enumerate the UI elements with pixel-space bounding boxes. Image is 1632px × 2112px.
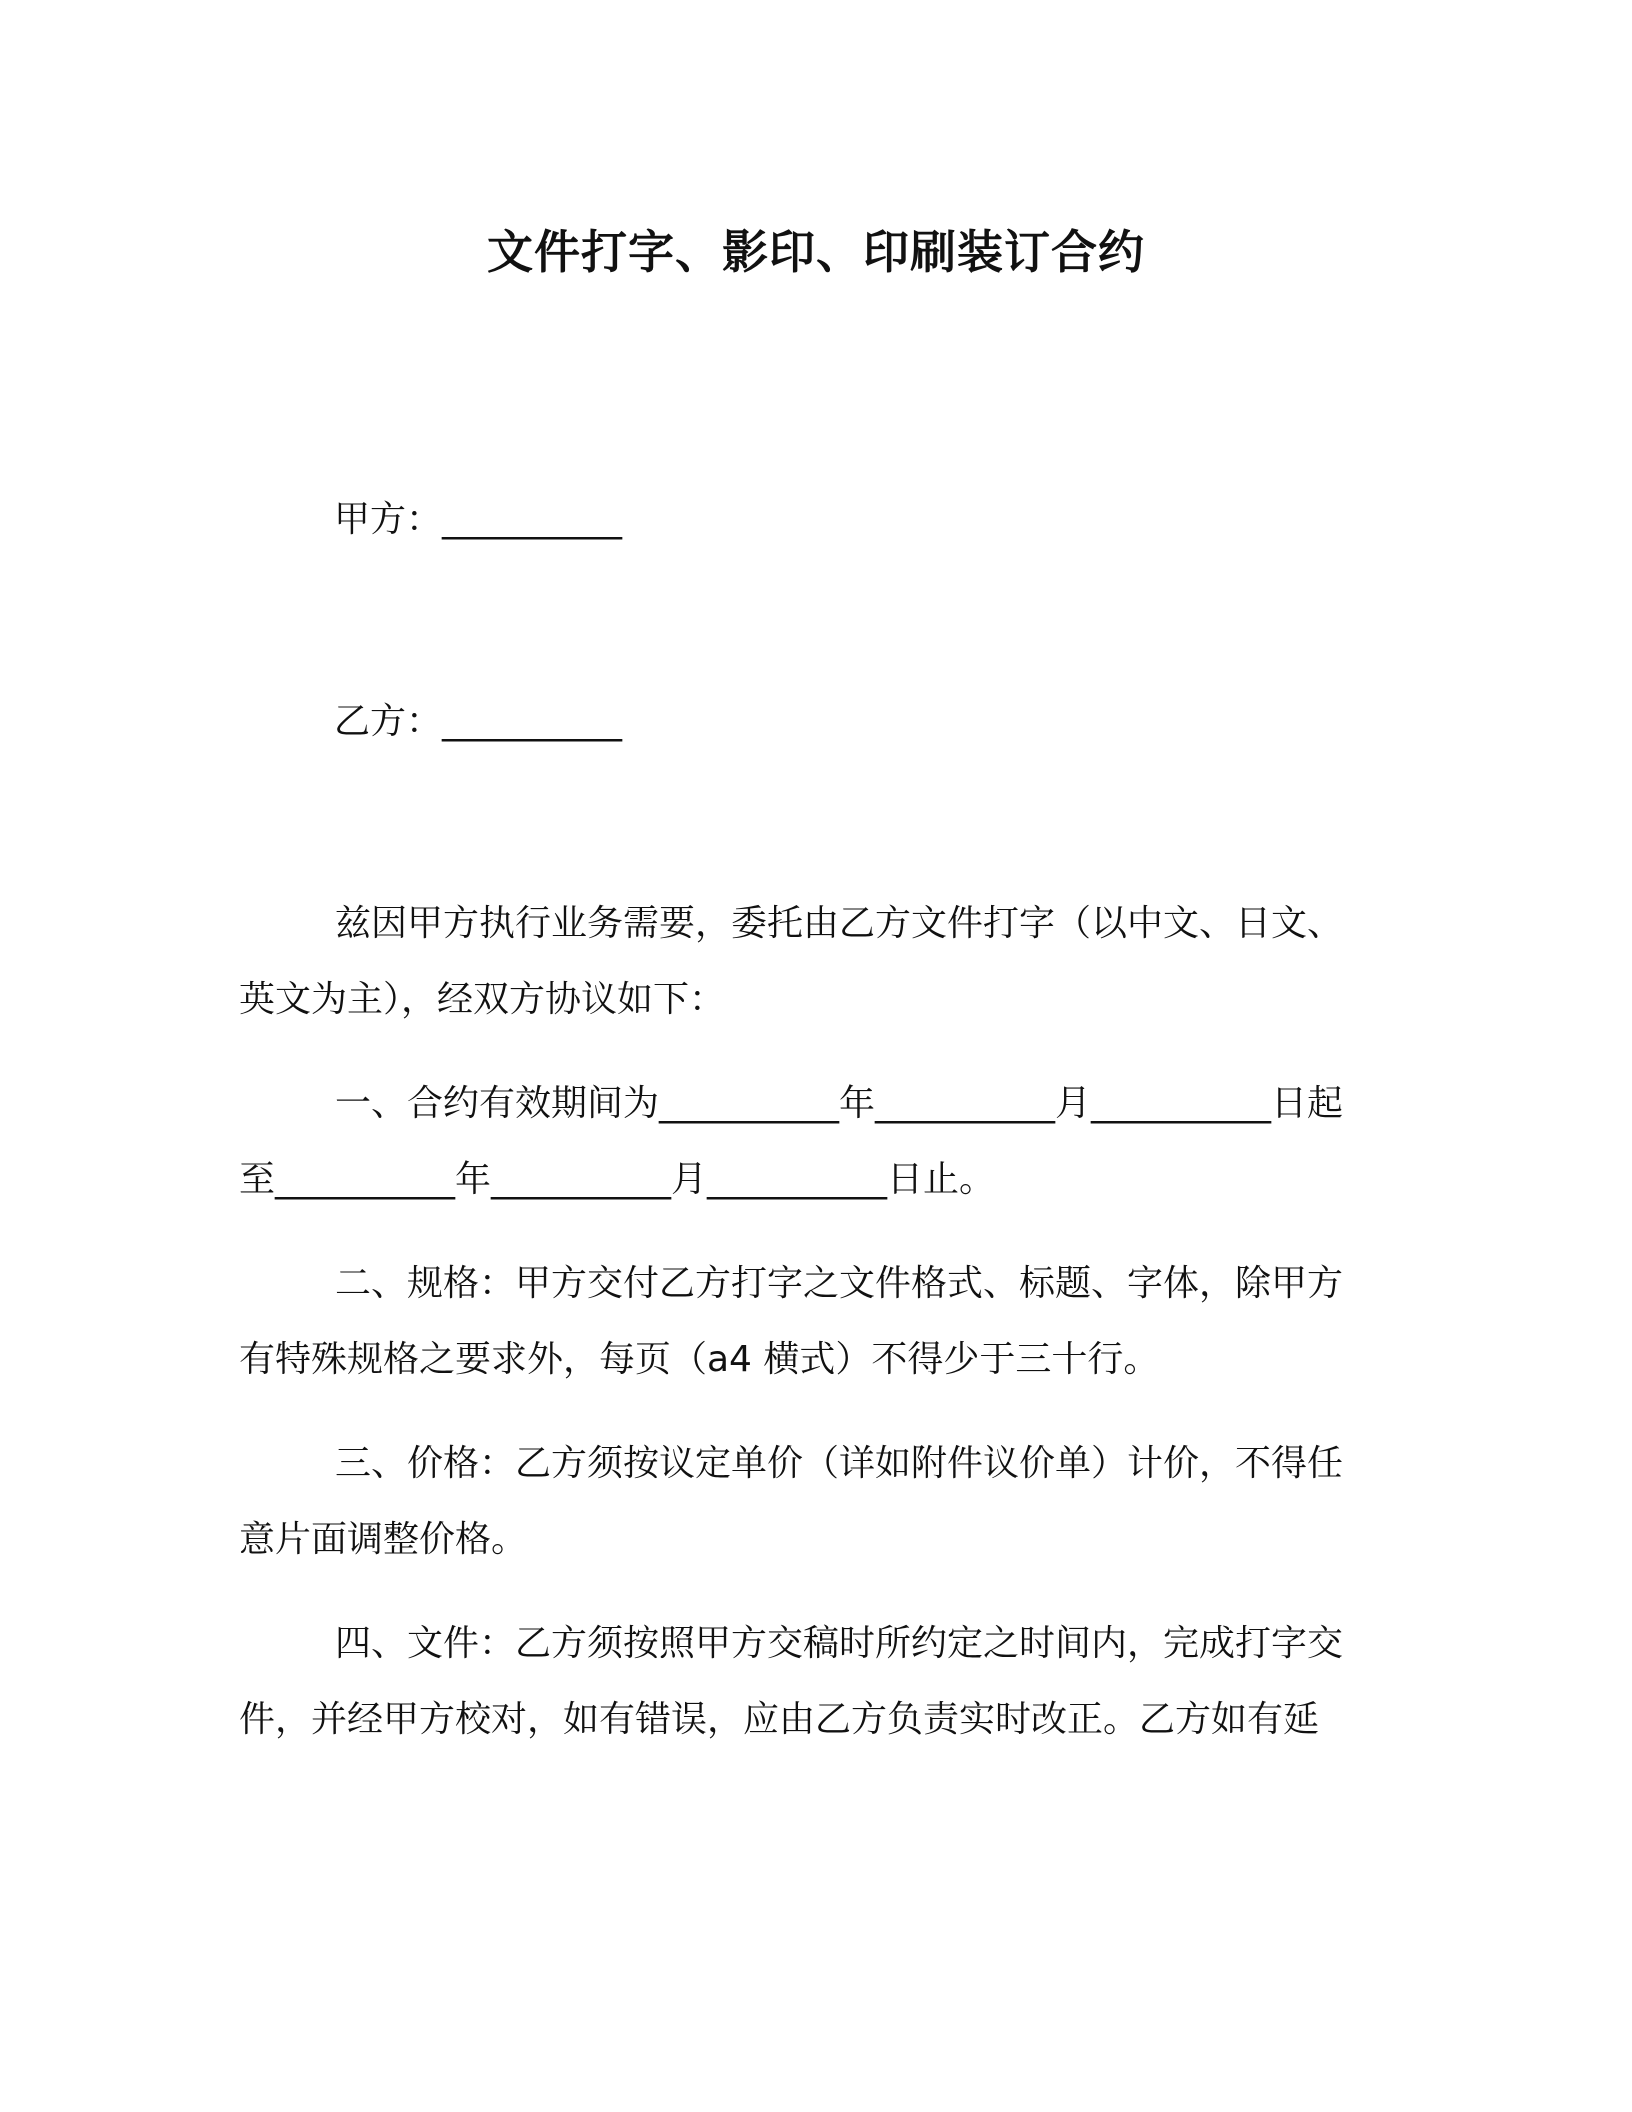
clause-4-paragraph bbox=[239, 1606, 1399, 1758]
clause-1-day-start-label: 日起 bbox=[1271, 1083, 1344, 1124]
clause-1-end-year-blank: __________ bbox=[275, 1159, 456, 1200]
clause-4-line-1: 四、文件：乙方须按照甲方交稿时所约定之时间内，完成打字交 bbox=[335, 1623, 1344, 1664]
clause-1-to-label: 至 bbox=[239, 1159, 276, 1200]
clause-3-paragraph bbox=[239, 1426, 1399, 1578]
intro-paragraph bbox=[239, 886, 1399, 1038]
clause-1-start-month-blank: __________ bbox=[875, 1083, 1056, 1124]
clause-1-prefix: 一、合约有效期间为 bbox=[335, 1083, 660, 1124]
document-title: 文件打字、影印、印刷装订合约 bbox=[487, 225, 1145, 279]
clause-1-year-label: 年 bbox=[839, 1083, 876, 1124]
party-b-line bbox=[334, 697, 622, 747]
clause-2-paragraph bbox=[239, 1246, 1399, 1398]
party-a-line bbox=[334, 495, 622, 545]
clause-3-line-1: 三、价格：乙方须按议定单价（详如附件议价单）计价，不得任 bbox=[335, 1443, 1344, 1484]
clause-1-line-1 bbox=[239, 1066, 1399, 1142]
clause-3-line-2: 意片面调整价格。 bbox=[239, 1519, 528, 1560]
clause-2-line-2: 有特殊规格之要求外，每页（a4 横式）不得少于三十行。 bbox=[239, 1339, 1160, 1380]
clause-1-line-2 bbox=[239, 1142, 1399, 1218]
clause-1-end-day-blank: __________ bbox=[707, 1159, 888, 1200]
clause-1-end-month-blank: __________ bbox=[491, 1159, 672, 1200]
party-b-label: 乙方： bbox=[334, 701, 443, 742]
clause-2-line-1: 二、规格：甲方交付乙方打字之文件格式、标题、字体，除甲方 bbox=[335, 1263, 1344, 1304]
party-a-label: 甲方： bbox=[334, 499, 443, 540]
clause-1-start-day-blank: __________ bbox=[1091, 1083, 1272, 1124]
party-a-blank: __________ bbox=[442, 499, 623, 540]
clause-1-paragraph bbox=[239, 1066, 1399, 1218]
clause-4-line-2: 件，并经甲方校对，如有错误，应由乙方负责实时改正。乙方如有延 bbox=[239, 1699, 1320, 1740]
intro-line-2: 英文为主），经双方协议如下： bbox=[239, 979, 726, 1020]
intro-line-1: 兹因甲方执行业务需要，委托由乙方文件打字（以中文、日文、 bbox=[335, 903, 1344, 944]
party-b-blank: __________ bbox=[442, 701, 623, 742]
clause-1-end-year-label: 年 bbox=[455, 1159, 492, 1200]
clause-1-start-year-blank: __________ bbox=[659, 1083, 840, 1124]
clause-1-month-label: 月 bbox=[1055, 1083, 1092, 1124]
clause-1-end-month-label: 月 bbox=[671, 1159, 708, 1200]
clause-1-day-end-label: 日止。 bbox=[887, 1159, 996, 1200]
